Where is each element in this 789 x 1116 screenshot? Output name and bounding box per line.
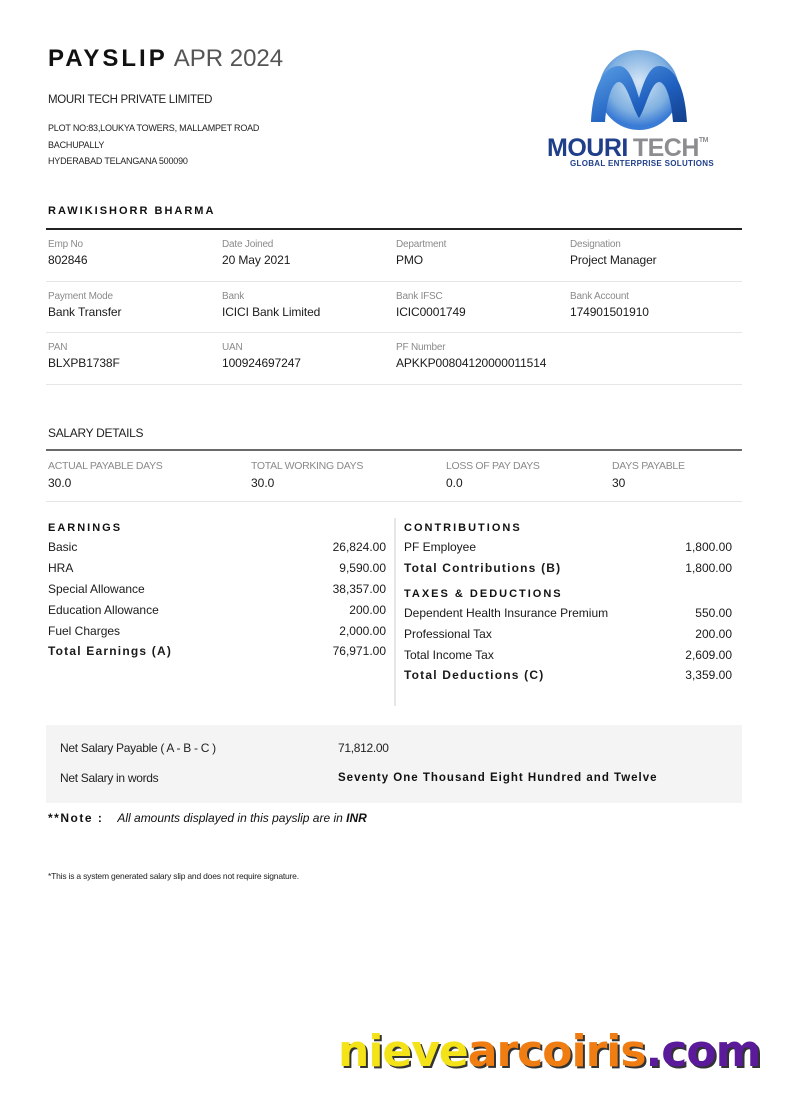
deductions-total-amount: 3,359.00 [685, 668, 732, 683]
info-label: UAN [222, 342, 243, 353]
deductions-heading: TAXES & DEDUCTIONS [404, 587, 563, 600]
logo-tagline: GLOBAL ENTERPRISE SOLUTIONS [570, 159, 714, 168]
day-label: DAYS PAYABLE [612, 460, 685, 472]
payslip-period: APR 2024 [173, 45, 284, 72]
info-value: PMO [396, 253, 424, 267]
info-label: Date Joined [222, 239, 274, 250]
salary-details-title: SALARY DETAILS [48, 426, 144, 440]
company-name: MOURI TECH PRIVATE LIMITED [48, 94, 213, 106]
earnings-section [48, 522, 386, 662]
info-value: BLXPB1738F [48, 356, 120, 370]
info-label: Bank [222, 290, 244, 302]
info-payment-mode [46, 290, 220, 333]
day-label: LOSS OF PAY DAYS [446, 460, 540, 472]
deduction-amount: 2,609.00 [685, 647, 732, 662]
earnings-row [48, 599, 386, 620]
earnings-total-label: Total Earnings (A) [48, 644, 173, 659]
info-date-joined [220, 238, 394, 281]
total-working-days [251, 460, 363, 493]
info-label: Bank Account [570, 290, 629, 302]
earnings-label: HRA [48, 561, 74, 576]
earnings-amount: 200.00 [349, 602, 386, 617]
watermark-part-3: .com [645, 1026, 761, 1077]
info-value: 100924697247 [222, 356, 301, 370]
deduction-label: Dependent Health Insurance Premium [404, 605, 609, 620]
payslip-title [48, 44, 283, 74]
info-value: 20 May 2021 [222, 253, 291, 267]
info-bank [220, 290, 394, 333]
globe-m-logo-icon [585, 44, 693, 140]
contributions-total-label: Total Contributions (B) [404, 561, 562, 576]
net-salary-box [46, 725, 742, 803]
earnings-amount: 2,000.00 [339, 623, 386, 638]
info-bank-account [568, 290, 742, 333]
info-label: Emp No [48, 239, 83, 250]
info-label: PAN [48, 342, 68, 353]
company-logo [543, 40, 748, 175]
note-text: All amounts displayed in this payslip are in [117, 811, 347, 825]
note-key: **Note : [48, 811, 104, 825]
info-label: PF Number [396, 342, 446, 353]
column-divider [394, 518, 396, 706]
watermark [338, 1026, 760, 1077]
day-value: 30 [612, 476, 626, 490]
employee-info-grid [46, 230, 742, 385]
contributions-total-row [404, 558, 732, 579]
net-payable-label: Net Salary Payable ( A - B - C ) [60, 741, 216, 755]
logo-word-tech: TECH [632, 134, 699, 162]
info-value: ICIC0001749 [396, 304, 466, 319]
info-emp-no [46, 238, 220, 281]
earnings-row [48, 579, 386, 600]
deductions-total-row [404, 665, 732, 686]
info-department [394, 238, 568, 281]
day-value: 30.0 [251, 476, 275, 490]
deduction-row [404, 644, 732, 665]
logo-word-mouri: MOURI [547, 134, 628, 162]
info-value: APKKP00804120000011514 [396, 356, 547, 370]
logo-trademark: TM [698, 137, 708, 144]
address-line-2: BACHUPALLY [48, 139, 105, 150]
deduction-amount: 200.00 [695, 626, 732, 641]
earnings-total-amount: 76,971.00 [332, 644, 386, 659]
employee-name: RAWIKISHORR BHARMA [48, 205, 216, 217]
info-uan [220, 341, 394, 384]
info-label: Bank IFSC [396, 290, 443, 302]
info-row [46, 282, 742, 334]
earnings-amount: 9,590.00 [339, 561, 386, 576]
day-value: 0.0 [446, 476, 463, 490]
deduction-row [404, 603, 732, 624]
info-value: Project Manager [570, 253, 657, 267]
contribution-amount: 1,800.00 [685, 540, 732, 555]
address-line-3: HYDERABAD TELANGANA 500090 [48, 156, 188, 166]
earnings-label: Special Allowance [48, 581, 145, 596]
contributions-total-amount: 1,800.00 [685, 561, 732, 576]
info-bank-ifsc [394, 290, 568, 333]
info-row [46, 230, 742, 282]
days-payable [612, 460, 685, 493]
earnings-row [48, 558, 386, 579]
earnings-heading: EARNINGS [48, 522, 123, 534]
contributions-heading: CONTRIBUTIONS [404, 522, 522, 534]
earnings-total-row [48, 641, 386, 662]
info-value: 802846 [48, 253, 88, 267]
earnings-label: Basic [48, 540, 78, 555]
deduction-label: Total Income Tax [404, 647, 494, 662]
info-label: Payment Mode [48, 290, 113, 302]
day-value: 30.0 [48, 476, 72, 490]
days-summary-row [46, 451, 742, 502]
net-words-label: Net Salary in words [60, 771, 159, 785]
info-pf-number [394, 341, 742, 384]
note-currency: INR [346, 811, 367, 825]
deduction-amount: 550.00 [695, 605, 732, 620]
day-label: ACTUAL PAYABLE DAYS [48, 460, 163, 472]
contributions-deductions-section [404, 522, 732, 686]
day-label: TOTAL WORKING DAYS [251, 460, 364, 472]
earnings-amount: 38,357.00 [332, 581, 386, 596]
earnings-label: Education Allowance [48, 602, 159, 617]
watermark-part-2: arcoiris [467, 1026, 646, 1077]
earnings-row [48, 620, 386, 641]
currency-note [48, 811, 367, 825]
system-generated-note: *This is a system generated salary slip and does not require signature. [48, 871, 299, 881]
deduction-label: Professional Tax [404, 626, 492, 641]
deductions-total-label: Total Deductions (C) [404, 668, 545, 683]
net-words-value: Seventy One Thousand Eight Hundred and Twelve [338, 772, 658, 784]
earnings-amount: 26,824.00 [332, 540, 386, 555]
watermark-part-1: nieve [338, 1026, 468, 1077]
earnings-label: Fuel Charges [48, 623, 121, 638]
info-value: 174901501910 [570, 304, 649, 319]
earnings-row [48, 537, 386, 558]
loss-of-pay-days [446, 460, 540, 493]
info-row [46, 333, 742, 385]
info-value: ICICI Bank Limited [222, 304, 321, 319]
info-label: Designation [570, 239, 621, 250]
company-address [48, 120, 259, 170]
info-pan [46, 341, 220, 384]
contribution-row [404, 537, 732, 558]
net-payable-value: 71,812.00 [338, 741, 389, 755]
deduction-row [404, 623, 732, 644]
info-value: Bank Transfer [48, 304, 122, 319]
info-label: Department [396, 239, 447, 250]
contribution-label: PF Employee [404, 540, 477, 555]
actual-payable-days [48, 460, 163, 493]
address-line-1: PLOT NO:83,LOUKYA TOWERS, MALLAMPET ROAD [48, 123, 260, 133]
info-designation [568, 238, 742, 281]
payslip-title-label: PAYSLIP [48, 45, 168, 72]
